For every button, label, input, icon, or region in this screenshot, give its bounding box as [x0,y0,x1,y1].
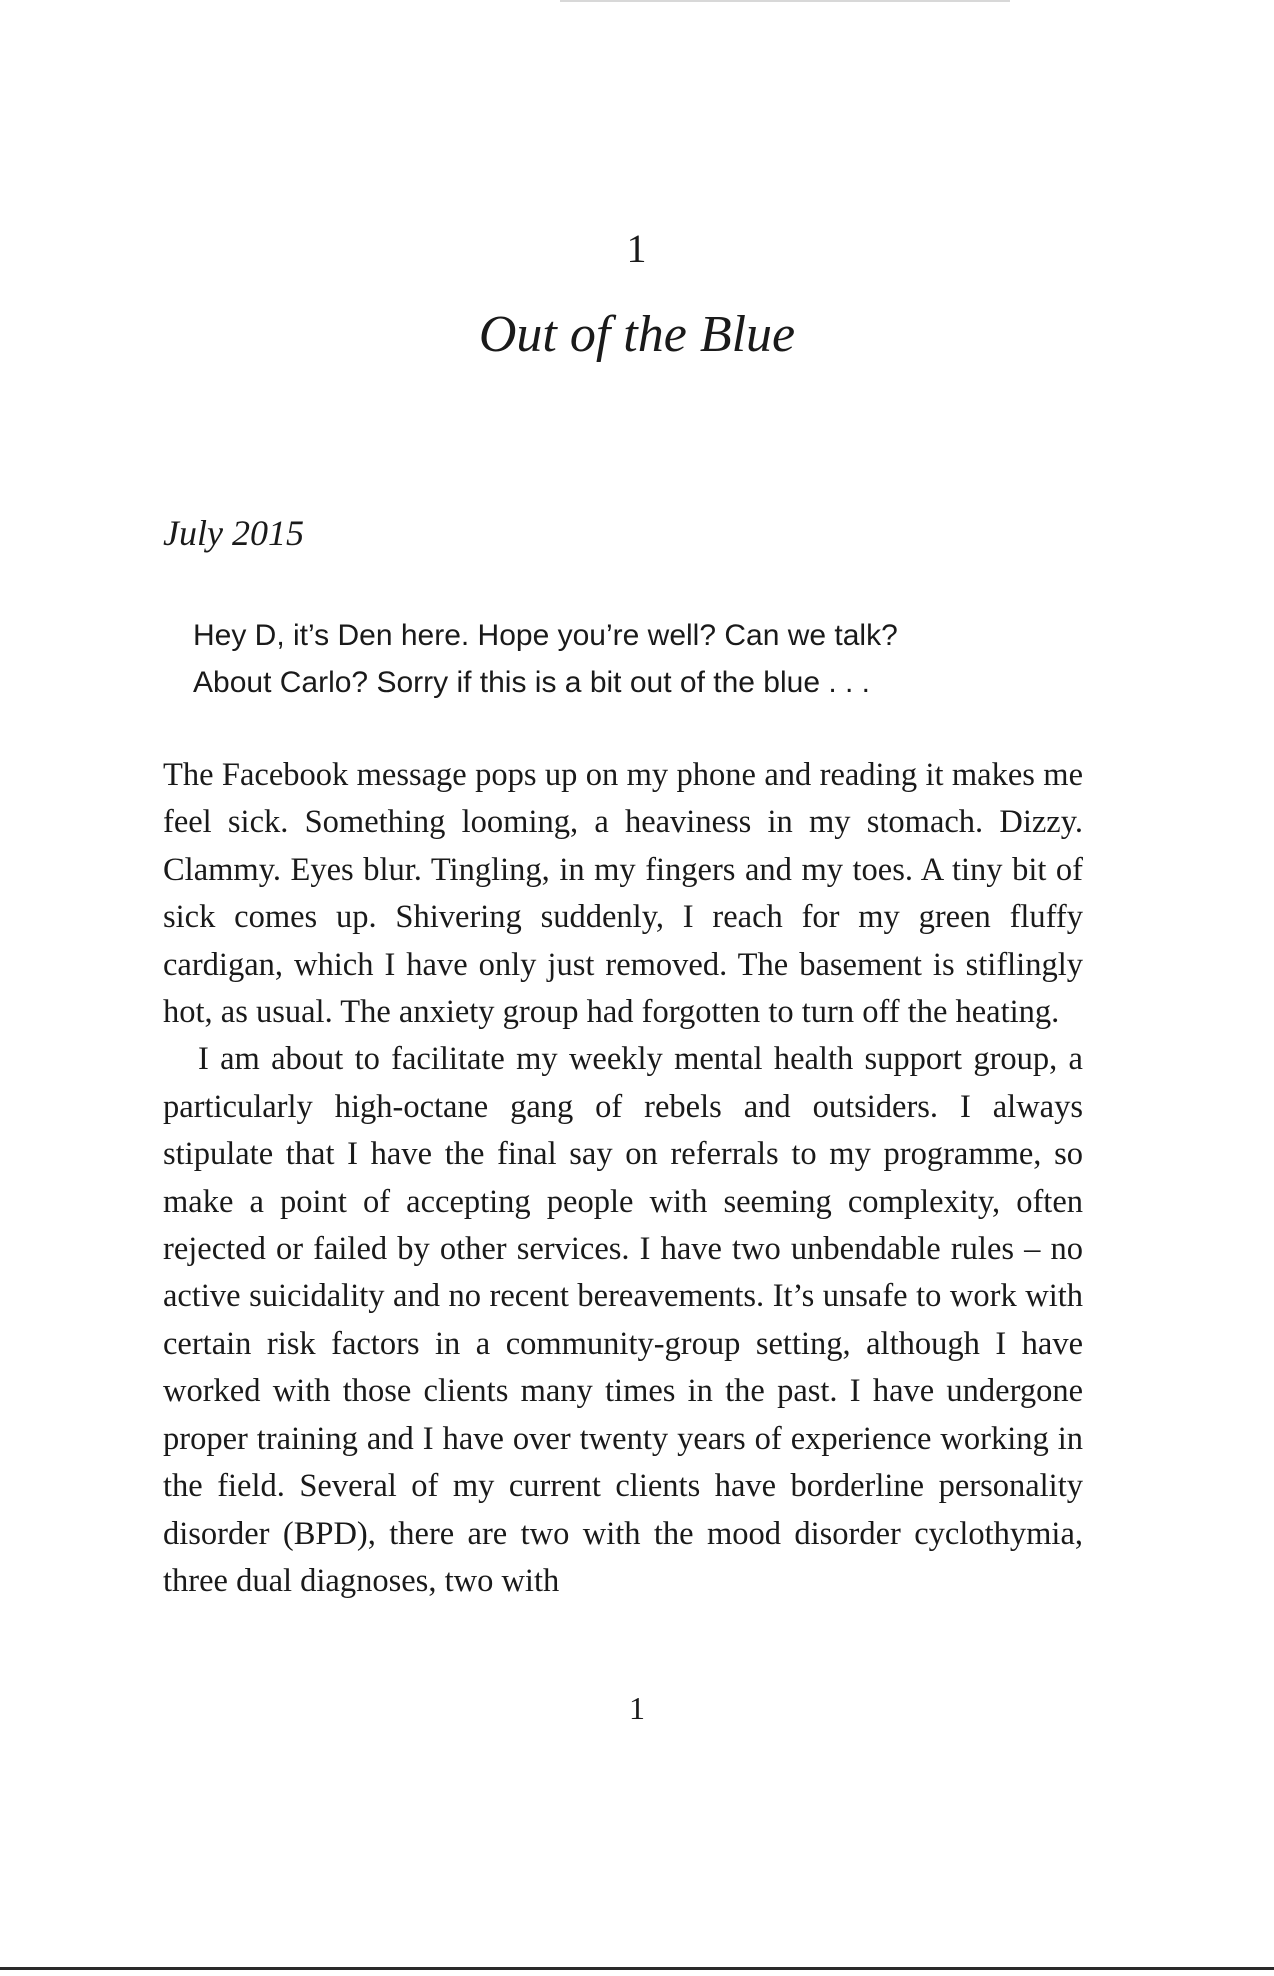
paragraph: The Facebook message pops up on my phone and reading it makes me feel sick. Something looming, a heaviness in my stomach. Dizzy. Clammy. Eyes blur. Tingling, in my fingers and my toes. A tiny bit of sick comes up. Shivering suddenly, I reach for my green fluffy cardigan, which I have only just removed. The basement is stiflingly hot, as usual. The anxiety group had forgotten to turn off the heating. [163,757,1083,1031]
chapter-number: 1 [626,226,648,271]
facebook-message-quote [193,612,1093,706]
page-top-edge-shadow [560,0,1010,2]
paragraph: I am about to facilitate my weekly mental health support group, a particularly high-octane gang of rebels and outsiders. I always stipulate that I have the final say on referrals to my programme, so make a point of accepting people with seeming complexity, often rejected or failed by other services. I have two unbendable rules – no active suicidality and no recent bereavements. It’s unsafe to work with certain risk factors in a community-group setting, although I have worked with those clients many times in the past. I have undergone proper training and I have over twenty years of experience working in the field. Several of my current clients have borderline personality disorder (BPD), there are two with the mood disorder cyclothymia, three dual diagnoses, two with [163,1041,1083,1599]
page-number: 1 [629,1690,645,1726]
dateline: July 2015 [163,513,304,553]
body-text [163,752,1083,1605]
message-line: About Carlo? Sorry if this is a bit out of the blue . . . [193,666,871,699]
chapter-title: Out of the Blue [478,306,796,363]
message-line: Hey D, it’s Den here. Hope you’re well? Can we talk? [193,619,898,652]
page-bottom-edge [0,1967,1274,1970]
